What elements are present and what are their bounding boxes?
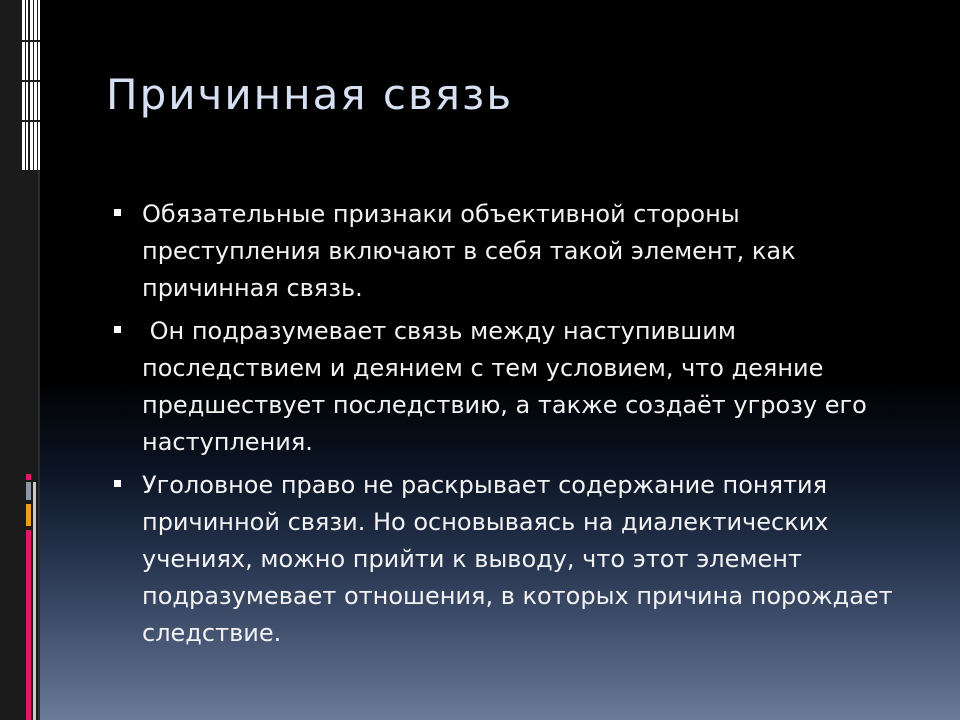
stripe-divider <box>22 80 40 82</box>
stripe-divider <box>22 120 40 122</box>
bullet-text: Он подразумевает связь между наступившим последствием и деянием с тем условием, что деяние предшествует последствию, а также создаёт угрозу его наступления. <box>142 317 875 456</box>
bullet-text: Обязательные признаки объективной стороны преступления включают в себя такой элемент, как причинная связь. <box>142 200 796 302</box>
accent-bar-slate <box>26 482 31 500</box>
accent-bar-pink-small <box>26 474 31 480</box>
list-item <box>112 313 902 461</box>
accent-bar-pink <box>26 530 31 720</box>
square-bullet-icon <box>114 326 121 333</box>
bullet-list <box>112 196 902 658</box>
list-item <box>112 467 902 652</box>
accent-bar-grey <box>33 482 36 720</box>
list-item <box>112 196 902 307</box>
slide-title: Причинная связь <box>106 70 514 119</box>
accent-bar-orange <box>26 504 31 526</box>
striped-decoration-top <box>22 0 40 170</box>
stripe-divider <box>22 40 40 42</box>
square-bullet-icon <box>114 480 121 487</box>
square-bullet-icon <box>114 209 121 216</box>
bullet-text: Уголовное право не раскрывает содержание понятия причинной связи. Но основываясь на диалектических учениях, можно прийти к выводу, что этот элемент подразумевает отношения, в которых причина порождает следствие. <box>142 471 893 647</box>
